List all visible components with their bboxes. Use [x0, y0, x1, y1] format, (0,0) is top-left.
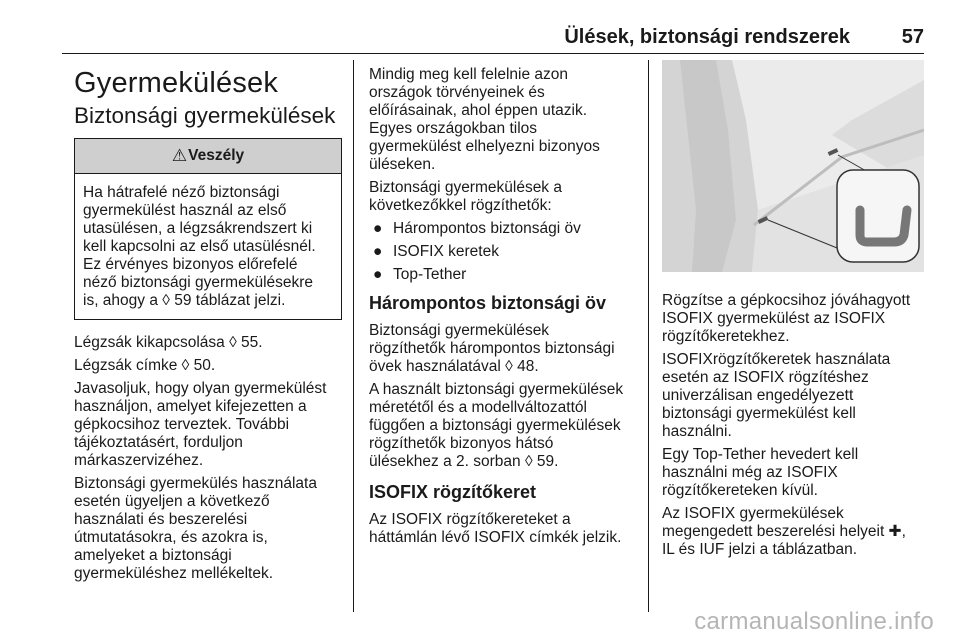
recommendation-paragraph: Javasoljuk, hogy olyan gyermekülést használjon, amelyet kifejezetten a gépkocsihoz terveztek. További tájékoztatásért, forduljon márkaszervizéhez.	[74, 380, 327, 469]
page-number: 57	[901, 26, 924, 48]
bullet-icon: ●	[373, 243, 383, 260]
universal-isofix-paragraph: ISOFIXrögzítőkeretek használata esetén az ISOFIX rögzítéshez univerzálisan engedélyezett biztonsági gyermekülést kell használni.	[662, 351, 891, 440]
column-divider-1	[353, 60, 354, 612]
fixing-intro: Biztonsági gyermekülések a következőkkel rögzíthetők:	[369, 179, 562, 214]
legal-paragraph: Mindig meg kell felelnie azon országok törvényeinek és előírásainak, ahol éppen utazik. Egyes országokban tilos gyermekülést elhelyezni bizonyos üléseken.	[369, 66, 600, 173]
usage-instructions-paragraph: Biztonsági gyermekülés használata esetén ügyeljen a következő használati és beszerelési útmutatásokra, és azokra is, amelyeket a biztonsági gyermeküléshez mellékeltek.	[74, 475, 317, 582]
isofix-seat-illustration-icon	[662, 60, 924, 272]
airbag-deactivation-ref: Légzsák kikapcsolása ◊ 55.	[74, 334, 263, 351]
warning-triangle-icon: ⚠	[171, 146, 188, 165]
warning-header	[75, 139, 341, 174]
column-3	[662, 60, 930, 564]
list-item: ● Hárompontos biztonsági öv	[373, 220, 581, 237]
attach-isofix-paragraph: Rögzítse a gépkocsihoz jóváhagyott ISOFIX gyermekülést az ISOFIX rögzítőkeretekhez.	[662, 292, 911, 345]
column-2	[369, 60, 643, 552]
fixing-methods-list	[369, 220, 643, 284]
section-heading: Gyermekülések	[74, 67, 279, 99]
plus-icon: ✚	[888, 523, 902, 540]
installation-positions-paragraph: Az ISOFIX gyermekülések megengedett beszerelési helyeit ✚, IL és IUF jelzi a táblázatban.	[662, 505, 906, 558]
isofix-label-paragraph: Az ISOFIX rögzítőkereteket a háttámlán lévő ISOFIX címkék jelzik.	[369, 511, 622, 546]
watermark: carmanualsonline.info	[694, 608, 934, 635]
list-item: ● Top-Tether	[373, 266, 467, 283]
isofix-heading: ISOFIX rögzítőkeret	[369, 482, 537, 502]
rear-seat-paragraph: A használt biztonsági gyermekülések méretétől és a modellváltozattól függően a biztonsági gyermekülések rögzíthetők bizonyos hátsó ülésekhez a 2. sorban ◊ 59.	[369, 381, 624, 470]
column-divider-2	[648, 60, 649, 612]
belt-paragraph: Biztonsági gyermekülések rögzíthetők hárompontos biztonsági övek használatával ◊ 48.	[369, 322, 615, 375]
warning-box	[74, 138, 342, 320]
subsection-heading: Biztonsági gyermekülések	[74, 103, 336, 128]
top-tether-paragraph: Egy Top-Tether hevedert kell használni még az ISOFIX rögzítőkereteken kívül.	[662, 446, 859, 499]
warning-title: Veszély	[188, 147, 245, 164]
header-rule	[62, 53, 924, 54]
column-1	[74, 60, 342, 588]
page-header	[62, 26, 924, 54]
airbag-label-ref: Légzsák címke ◊ 50.	[74, 357, 216, 374]
list-item: ● ISOFIX keretek	[373, 243, 499, 260]
isofix-figure	[662, 60, 924, 272]
three-point-belt-heading: Hárompontos biztonsági öv	[369, 293, 607, 313]
warning-text: Ha hátrafelé néző biztonsági gyermekülést használ az első utasülésen, a légzsákrendszert ki kell kapcsolni az első utasülésnél. Ez érvényes bizonyos előrefelé néző biztonsági gyermekülésekre is, ahogy a ◊ 59 táblázat jelzi.	[83, 184, 316, 309]
chapter-title: Ülések, biztonsági rendszerek	[564, 26, 850, 48]
bullet-icon: ●	[373, 220, 383, 237]
bullet-icon: ●	[373, 266, 383, 283]
